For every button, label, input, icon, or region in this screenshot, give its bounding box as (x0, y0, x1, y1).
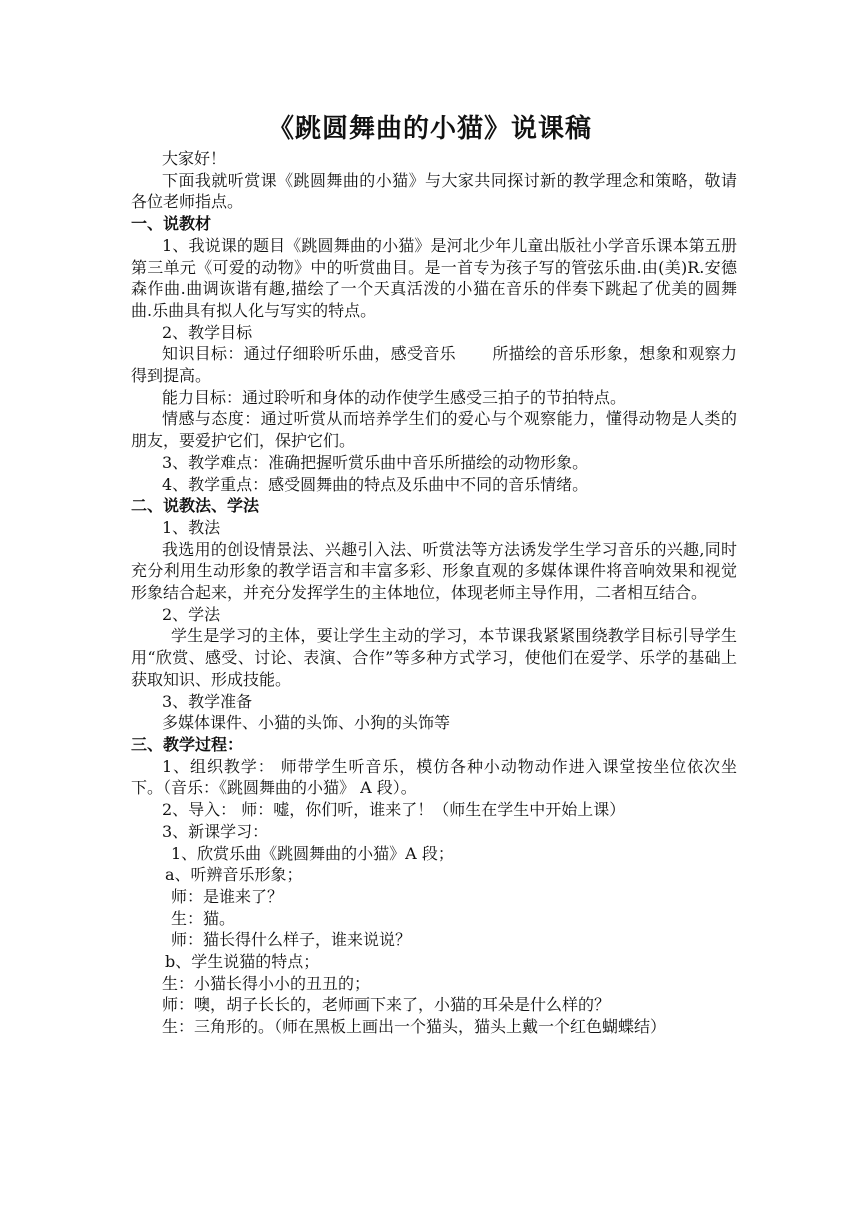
sub-step-1: 1、欣赏乐曲《跳圆舞曲的小猫》A 段； (171, 843, 454, 863)
dialogue-line: 师：噢，胡子长长的，老师画下来了，小猫的耳朵是什么样的？ (162, 995, 611, 1015)
preparation-text: 多媒体课件、小猫的头饰、小狗的头饰等 (162, 713, 451, 733)
greeting: 大家好！ (162, 149, 227, 168)
sub-step-b: b、学生说猫的特点； (165, 952, 320, 972)
teaching-method-title: 1、教法 (162, 517, 221, 537)
dialogue-line: 师：是谁来了？ (171, 886, 284, 906)
document-body (131, 148, 737, 1038)
section-heading-textbook: 一、说教材 (131, 214, 212, 234)
teaching-key-point: 4、教学重点：感受圆舞曲的特点及乐曲中不同的音乐情绪。 (162, 474, 589, 494)
preparation-title: 3、教学准备 (162, 691, 253, 711)
dialogue-line: 生：小猫长得小小的丑丑的； (162, 973, 371, 993)
section-heading-process: 三、教学过程： (131, 734, 244, 754)
emotion-goal: 情感与态度：通过听赏从而培养学生们的爱心与个观察能力，懂得动物是人类的朋友，要爱护它们，保护它们。 (131, 409, 737, 451)
dialogue-line: 生：三角形的。（师在黑板上画出一个猫头，猫头上戴一个红色蝴蝶结） (162, 1017, 667, 1037)
textbook-paragraph: 1、我说课的题目《跳圆舞曲的小猫》是河北少年儿童出版社小学音乐课本第五册第三单元《可爱的动物》中的听赏曲目。是一首专为孩子写的管弦乐曲.由(美)R.安德森作曲.曲调诙谐有趣,描绘了一个天真活泼的小猫在音乐的伴奏下跳起了优美的圆舞曲.乐曲具有拟人化与写实的特点。 (131, 235, 737, 320)
learning-method-text: 学生是学习的主体，要让学生主动的学习，本节课我紧紧围绕教学目标引导学生用“欣赏、感受、讨论、表演、合作”等多种方式学习，使他们在爱学、乐学的基础上获取知识、形成技能。 (131, 626, 737, 689)
process-step-3: 3、新课学习： (162, 821, 269, 841)
section-heading-methods: 二、说教法、学法 (131, 496, 260, 516)
intro-paragraph: 下面我就听赏课《跳圆舞曲的小猫》与大家共同探讨新的教学理念和策略，敬请各位老师指点。 (131, 170, 737, 212)
knowledge-goal-part1: 知识目标：通过仔细聆听乐曲，感受音乐 (162, 344, 456, 364)
teaching-difficulty: 3、教学难点：准确把握听赏乐曲中音乐所描绘的动物形象。 (162, 452, 589, 472)
dialogue-line: 生：猫。 (171, 908, 236, 928)
learning-method-title: 2、学法 (162, 604, 221, 624)
ability-goal: 能力目标：通过聆听和身体的动作使学生感受三拍子的节拍特点。 (162, 387, 627, 407)
knowledge-goal (131, 343, 737, 386)
page-title: 《跳圆舞曲的小猫》说课稿 (267, 114, 592, 144)
teaching-method-text: 我选用的创设情景法、兴趣引入法、听赏法等方法诱发学生学习音乐的兴趣,同时充分利用生动形象的教学语言和丰富多彩、形象直观的多媒体课件将音响效果和视觉形象结合起来，并充分发挥学生的主体地位，体现老师主导作用，二者相互结合。 (131, 539, 737, 603)
dialogue-line: 师：猫长得什么样子，谁来说说？ (171, 930, 412, 950)
sub-step-a: a、听辨音乐形象； (165, 865, 303, 885)
process-step-1: 1、组织教学： 师带学生听音乐，模仿各种小动物动作进入课堂按坐位依次坐下。（音乐：《跳圆舞曲的小猫》 A 段）。 (131, 756, 737, 798)
knowledge-goal-part2: 所描绘的音乐形象，想象和观察力得到提高。 (131, 344, 737, 386)
process-step-2: 2、导入： 师：嘘，你们听，谁来了！（师生在学生中开始上课） (162, 800, 626, 820)
goals-title: 2、教学目标 (162, 322, 253, 342)
